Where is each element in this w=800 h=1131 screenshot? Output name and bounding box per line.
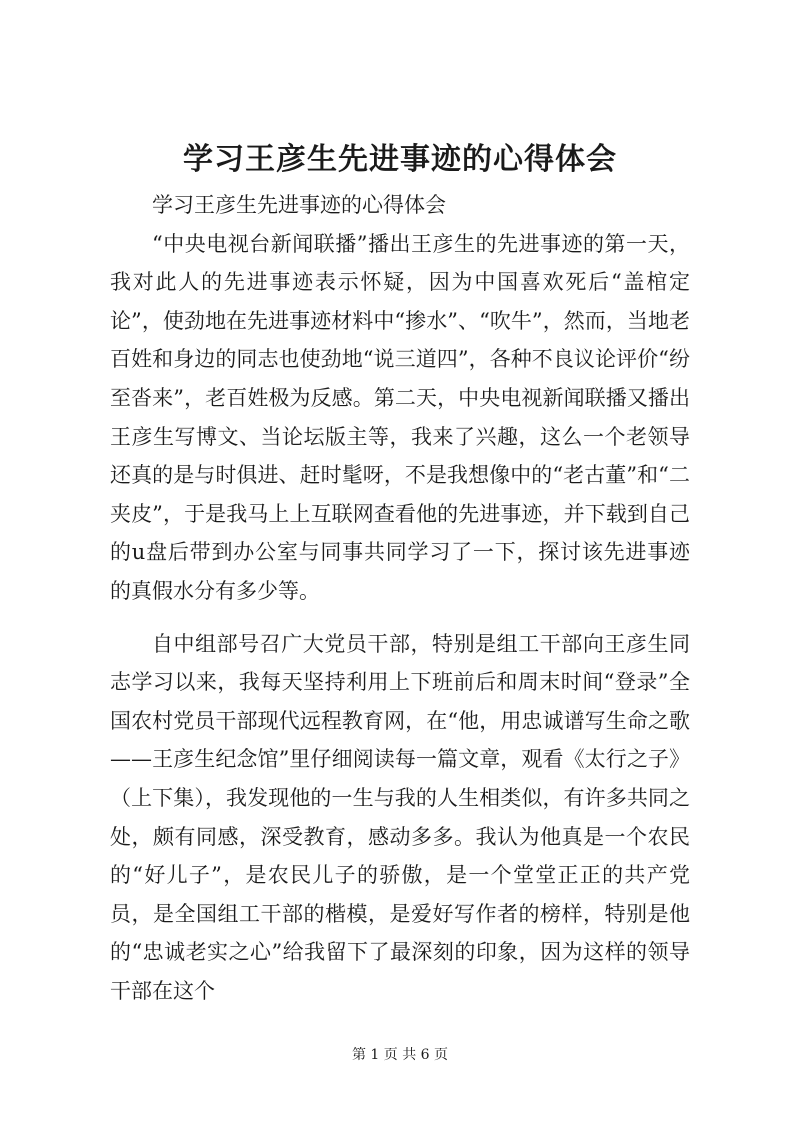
paragraph-2: 自中组部号召广大党员干部，特别是组工干部向王彦生同志学习以来，我每天坚持利用上下班前后和周末时间“登录”全国农村党员干部现代远程教育网，在“他，用忠诚谱写生命之歌——王彦生纪念馆”里仔细阅读每一篇文章，观看《太行之子》（上下集），我发现他的一生与我的人生相类似，有许多共同之处，颇有同感，深受教育，感动多多。我认为他真是一个农民的“好儿子”，是农民儿子的骄傲，是一个堂堂正正的共产党员，是全国组工干部的楷模，是爱好写作者的榜样，特别是他的“忠诚老实之心”给我留下了最深刻的印象，因为这样的领导干部在这个 bbox=[110, 631, 690, 1003]
document-subtitle: 学习王彦生先进事迹的心得体会 bbox=[152, 193, 446, 217]
document-body bbox=[110, 186, 690, 1010]
page-footer: 第 1 页 共 6 页 bbox=[351, 1047, 449, 1063]
document-title: 学习王彦生先进事迹的心得体会 bbox=[183, 142, 617, 177]
paragraph-1: “中央电视台新闻联播”播出王彦生的先进事迹的第一天，我对此人的先进事迹表示怀疑，因为中国喜欢死后“盖棺定论”，使劲地在先进事迹材料中“掺水”、“吹牛”，然而，当地老百姓和身边的同志也使劲地“说三道四”，各种不良议论评价“纷至沓来”，老百姓极为反感。第二天，中央电视新闻联播又播出王彦生写博文、当论坛版主等，我来了兴趣，这么一个老领导还真的是与时俱进、赶时髦呀，不是我想像中的“老古董”和“二夹皮”，于是我马上上互联网查看他的先进事迹，并下载到自己的u盘后带到办公室与同事共同学习了一下，探讨该先进事迹的真假水分有多少等。 bbox=[110, 231, 690, 603]
